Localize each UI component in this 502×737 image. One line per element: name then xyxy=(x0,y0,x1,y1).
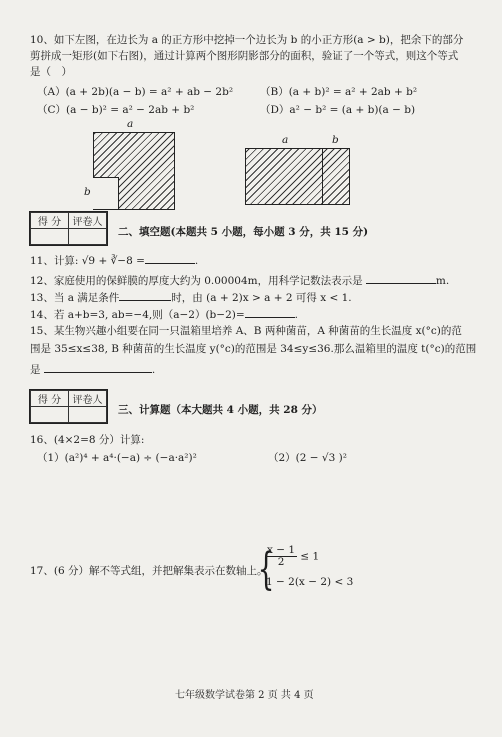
grader-header: 评卷人 xyxy=(69,213,107,229)
fig-left-label-a: a xyxy=(127,118,134,130)
q15-line3: 是 . xyxy=(30,361,155,377)
q10-option-a: （A）(a + 2b)(a − b) = a² + ab − 2b² xyxy=(37,86,234,98)
page-footer: 七年级数学试卷第 2 页 共 4 页 xyxy=(175,690,314,701)
q10-line3: 是（ ） xyxy=(30,66,72,78)
system-brace: { xyxy=(257,544,275,595)
q11: 11、计算: √9 + ∛−8 = . xyxy=(30,252,198,268)
fraction-denominator: 2 xyxy=(277,556,285,568)
q10-line1: 10、如下左图，在边长为 a 的正方形中挖掉一个边长为 b 的小正方形(a > b)，把余下的部分 xyxy=(30,34,464,46)
q10-line2: 剪拼成一矩形(如下右图)，通过计算两个图形阴影部分的面积，验证了一个等式，则这个等式 xyxy=(30,50,459,62)
score-header-2: 得 分 xyxy=(31,391,69,407)
q15-answer-blank xyxy=(44,361,152,373)
score-box xyxy=(29,211,108,246)
rectangle-divider xyxy=(322,148,323,204)
fraction xyxy=(265,545,297,568)
fraction-numerator: x − 1 xyxy=(267,544,296,556)
q13-answer-blank xyxy=(119,289,171,301)
q12-answer-blank xyxy=(366,272,436,284)
q12-text: 12、家庭使用的保鲜膜的厚度大约为 0.00004m，用科学记数法表示是 xyxy=(30,275,363,287)
q14-answer-blank xyxy=(245,306,295,318)
score-header: 得 分 xyxy=(31,213,69,229)
q12 xyxy=(30,272,449,288)
removed-small-square xyxy=(93,177,119,209)
inequality-1-rhs: ≤ 1 xyxy=(300,550,320,563)
fig-left-label-b: b xyxy=(84,186,91,198)
q13 xyxy=(30,289,352,305)
q15-line1: 15、某生物兴趣小组要在同一只温箱里培养 A、B 两种菌苗，A 种菌苗的生长温度 x(°c)的范 xyxy=(30,325,462,337)
inequality-1 xyxy=(265,545,319,568)
section-3-title: 三、计算题（本大题共 4 小题，共 28 分） xyxy=(118,404,323,416)
score-box-2 xyxy=(29,389,108,424)
fig-right-label-a: a xyxy=(282,134,289,146)
q13-text-a: 13、当 a 满足条件 xyxy=(30,292,120,304)
q16-part2: （2）(2 − √3 )² xyxy=(268,452,347,464)
q14: 14、若 a+b=3, ab=−4,则（a−2）(b−2)= . xyxy=(30,306,298,322)
q11-answer-blank xyxy=(145,252,195,264)
score-cell xyxy=(31,229,69,245)
q15-text-3: 是 xyxy=(30,364,41,376)
grader-header-2: 评卷人 xyxy=(69,391,107,407)
q15-line2: 围是 35≤x≤38, B 种菌苗的生长温度 y(°c)的范围是 34≤y≤36.那么温箱里的温度 t(°c)的范围 xyxy=(30,343,477,355)
section-2-title: 二、填空题(本题共 5 小题，每小题 3 分，共 15 分) xyxy=(118,226,369,238)
fig-right-label-b: b xyxy=(332,134,339,146)
grader-cell-2 xyxy=(69,407,107,423)
q10-option-c: （C）(a − b)² = a² − 2ab + b² xyxy=(37,104,195,116)
q10-option-b: （B）(a + b)² = a² + 2ab + b² xyxy=(260,86,418,98)
q10-option-d: （D）a² − b² = (a + b)(a − b) xyxy=(260,104,416,116)
inequality-2: 1 − 2(x − 2) < 3 xyxy=(266,576,354,588)
q14-text: 14、若 a+b=3, ab=−4,则（a−2）(b−2)= xyxy=(30,309,245,321)
q12-unit: m. xyxy=(435,275,450,287)
q11-text: 11、计算: √9 + ∛−8 = xyxy=(30,255,145,267)
q13-text-b: 时，由 (a + 2)x > a + 2 可得 x < 1. xyxy=(171,292,352,304)
q16-part1: （1）(a²)⁴ + a⁴·(−a) ÷ (−a·a²)² xyxy=(37,452,197,464)
q17: 17、(6 分）解不等式组，并把解集表示在数轴上。 xyxy=(30,565,268,577)
score-cell-2 xyxy=(31,407,69,423)
q16: 16、(4×2=8 分）计算: xyxy=(30,434,145,446)
right-rectangle-figure xyxy=(245,148,350,205)
grader-cell xyxy=(69,229,107,245)
